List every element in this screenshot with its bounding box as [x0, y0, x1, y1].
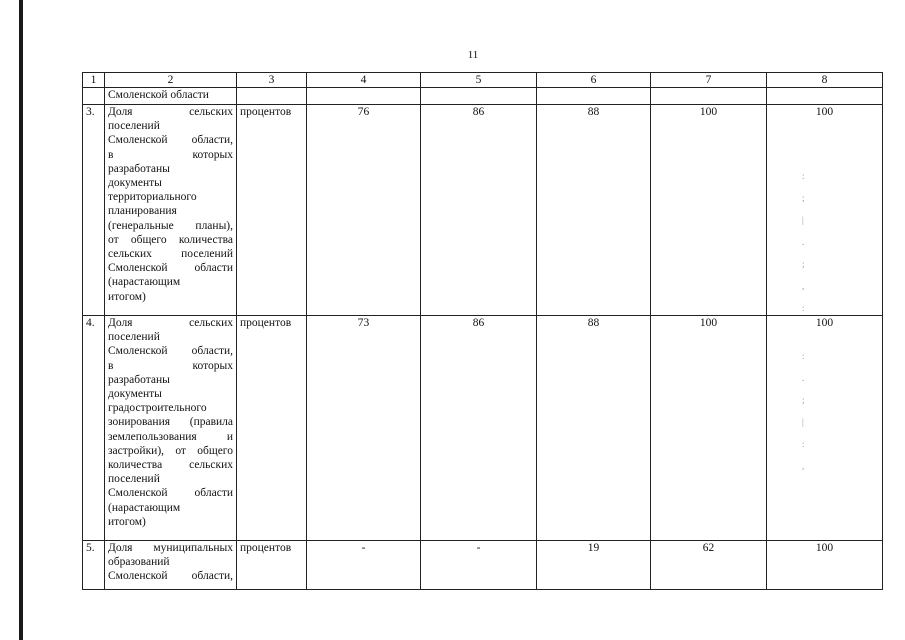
description-line: (нарастающим: [108, 276, 181, 289]
page-binding-edge: [19, 0, 23, 640]
unit-cell: процентов: [237, 105, 307, 316]
value-cell: 100: [767, 316, 883, 541]
description-line: образований: [108, 556, 170, 569]
description-line: итогом): [108, 290, 146, 303]
value-cell: 100: [767, 541, 883, 590]
description-line: в которых: [108, 148, 233, 161]
description-line: Смоленской области,: [108, 345, 233, 358]
unit-cell: процентов: [237, 316, 307, 541]
column-header: 4: [307, 73, 421, 88]
value-cell: 88: [537, 316, 651, 541]
value-cell: -: [307, 541, 421, 590]
value-cell: 86: [421, 105, 537, 316]
description-line: землепользования и: [108, 430, 233, 443]
description-line: Смоленской области: [108, 487, 233, 500]
description-line: Доля сельских: [108, 317, 233, 329]
description-line: Доля муниципальных: [108, 542, 233, 554]
value-cell: 73: [307, 316, 421, 541]
column-header: 7: [651, 73, 767, 88]
table-cell: [537, 88, 651, 105]
value-cell: 76: [307, 105, 421, 316]
row-number: 3.: [83, 105, 105, 316]
description-line: количества сельских: [108, 459, 233, 472]
description-line: поселений: [108, 120, 160, 133]
table-cell: [307, 88, 421, 105]
value-cell: -: [421, 541, 537, 590]
column-header: 2: [105, 73, 237, 88]
description-line: итогом): [108, 515, 146, 528]
table-row: [83, 316, 883, 541]
table-cell: [651, 88, 767, 105]
column-header: 8: [767, 73, 883, 88]
scan-speckles: : . ; | : ,: [802, 351, 805, 471]
indicator-description: [105, 316, 237, 541]
indicator-description: [105, 105, 237, 316]
description-line: территориального: [108, 191, 197, 204]
value-cell: 100: [651, 316, 767, 541]
description-line: Доля сельских: [108, 106, 233, 118]
description-line: Смоленской области,: [108, 570, 233, 583]
description-line: поселений: [108, 331, 160, 344]
value-cell: 86: [421, 316, 537, 541]
description-line: документы: [108, 388, 162, 401]
description-line: поселений: [108, 473, 160, 486]
scan-speckles: : ; | . ; , :: [802, 171, 805, 313]
table-row: [83, 105, 883, 316]
column-number-row: [83, 73, 883, 88]
description-line: от общего количества: [108, 233, 233, 246]
indicator-description: [105, 541, 237, 590]
column-header: 6: [537, 73, 651, 88]
description-line: сельских поселений: [108, 248, 233, 261]
value-cell: 100: [767, 105, 883, 316]
description-line: разработаны: [108, 162, 170, 175]
column-header: 5: [421, 73, 537, 88]
indicator-table: [82, 72, 883, 590]
table-cell: [83, 88, 105, 105]
row-number: 5.: [83, 541, 105, 590]
description-line: Смоленской области: [108, 262, 233, 275]
unit-cell: процентов: [237, 541, 307, 590]
description-line: планирования: [108, 205, 177, 218]
description-line: в которых: [108, 359, 233, 372]
continuation-row: [83, 88, 883, 105]
value-cell: 88: [537, 105, 651, 316]
value-cell: 19: [537, 541, 651, 590]
description-line: (генеральные планы),: [108, 219, 233, 232]
description-line: градостроительного: [108, 402, 207, 415]
description-line: зонирования (правила: [108, 416, 233, 429]
value-cell: 62: [651, 541, 767, 590]
value-cell: 100: [651, 105, 767, 316]
table-row: [83, 541, 883, 590]
description-line: документы: [108, 177, 162, 190]
table-cell: [767, 88, 883, 105]
description-line: застройки), от общего: [108, 444, 233, 457]
row-number: 4.: [83, 316, 105, 541]
column-header: 3: [237, 73, 307, 88]
page-number: 11: [467, 49, 479, 61]
table-cell: [421, 88, 537, 105]
column-header: 1: [83, 73, 105, 88]
description-line: разработаны: [108, 373, 170, 386]
continuation-text: Смоленской области: [105, 88, 237, 105]
table-cell: [237, 88, 307, 105]
description-line: Смоленской области,: [108, 134, 233, 147]
description-line: (нарастающим: [108, 501, 181, 514]
